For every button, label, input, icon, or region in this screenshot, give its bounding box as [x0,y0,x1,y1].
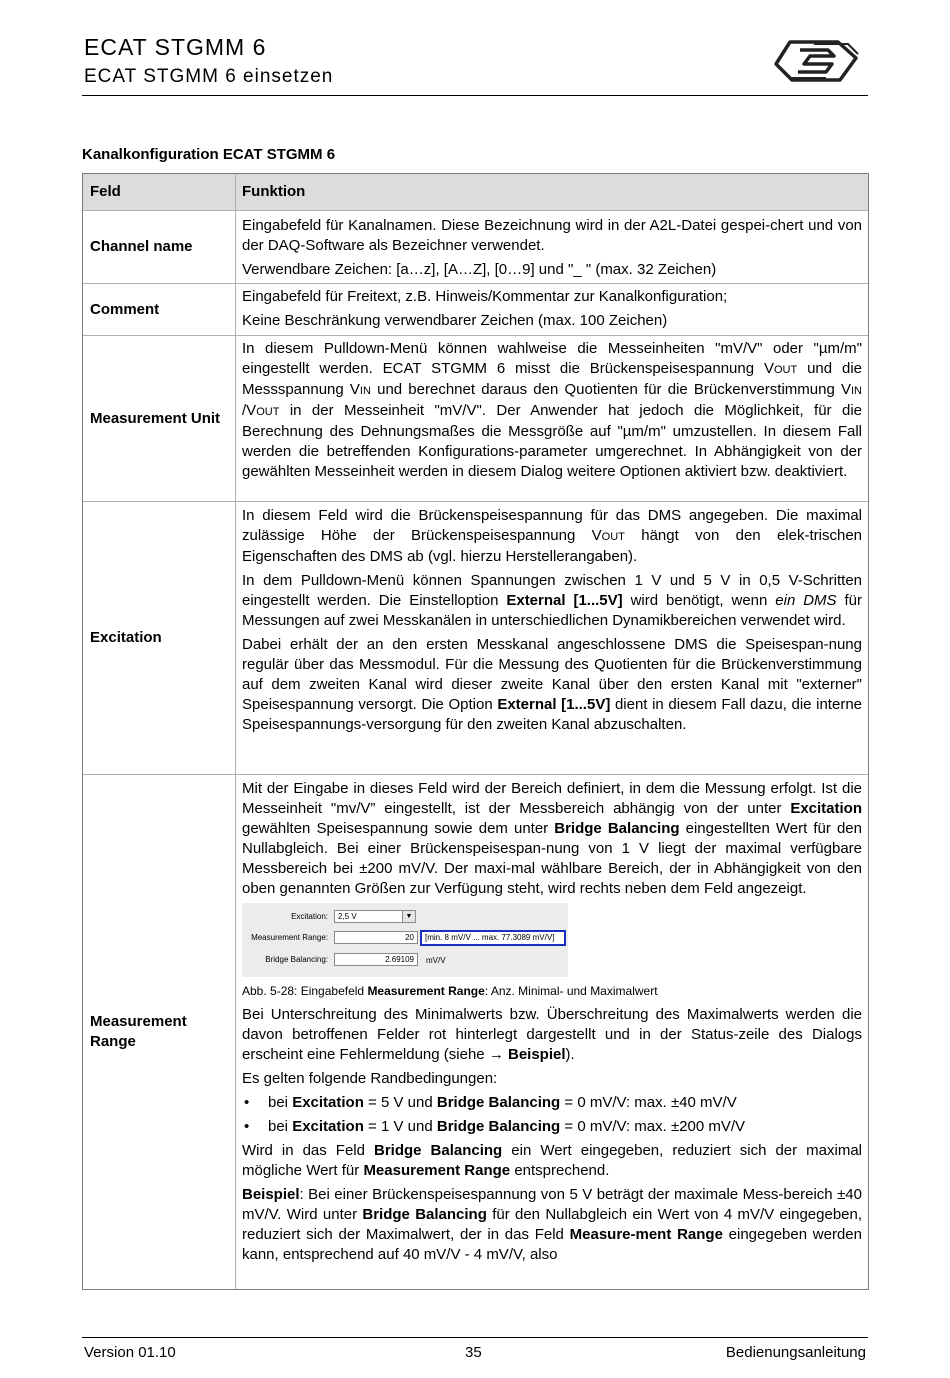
description-text: Wird in das Feld Bridge Balancing ein Wert eingegeben, reduziert sich der maximal mögliche Wert für Measurement Range entsprechend. [242,1142,863,1179]
table-row-channel-name [83,211,868,284]
description-text: Eingabefeld für Kanalnamen. Diese Bezeichnung wird in der A2L-Datei gespei-chert und von der DAQ-Software als Bezeichner verwendet. [242,217,862,254]
list-item: • bei Excitation = 5 V und Bridge Balancing = 0 mV/V: max. ±40 mV/V [244,1094,737,1111]
table-row-measurement-range [83,775,868,1289]
column-header-function: Funktion [242,183,306,200]
field-label: Excitation [83,502,236,774]
field-label: Comment [83,284,236,335]
excitation-select[interactable]: 2,5 V ▼ [334,910,416,923]
description-text: Mit der Eingabe in dieses Feld wird der Bereich definiert, in dem die Messung erfolgt. Ist die Messeinheit "mv/V” eingestellt, ist der Messbereich abhängig von der unter Excitation gewählten Speisespannung sowie dem unter Bridge Balancing eingestellten Wert für den Nullabgleich. Bei einer Brückenspeisespan-nung von 1 V liegt der maximal verfügbare Messbereich bei ±200 mV/V. Der maxi-mal wählbare Bereich, der in Abhängigkeit von den oben genannten Größen zur Verfügung steht, wird rechts neben dem Feld angezeigt. [242,780,862,897]
table-row-excitation [83,502,868,775]
description-text: Verwendbare Zeichen: [a…z], [A…Z], [0…9] und "_ " (max. 32 Zeichen) [242,261,717,278]
bridge-balancing-unit: mV/V [426,956,446,965]
header-title: ECAT STGMM 6 [84,34,267,60]
channel-config-table [82,173,869,1290]
table-row-measurement-unit [83,336,868,502]
header-rule [82,95,868,96]
table-header-row [83,174,868,211]
section-title: Kanalkonfiguration ECAT STGMM 6 [82,146,336,163]
example-link[interactable]: Beispiel [503,1046,566,1063]
table-row-comment [83,284,868,336]
field-label: Channel name [83,211,236,283]
description-text: In dem Pulldown-Menü können Spannungen zwischen 1 V und 5 V in 0,5 V-Schritten eingestellt werden. Die Einstelloption External [1...5V] wird benötigt, wenn ein DMS für Messungen auf zwei Messkanälen in unterschiedlichen Dynamikbereichen verwendet wird. [242,572,862,629]
measurement-range-input[interactable]: 20 [334,931,418,944]
field-description [236,284,868,335]
footer-rule [82,1337,868,1338]
field-description [236,211,868,283]
description-text: Dabei erhält der an den ersten Messkanal angeschlossene DMS die Speisespan-nung regulär über das Messmodul. Für die Messung des Quotienten für die Brückenverstimmung auf dem zweiten Kanal wird dieser zweite Kanal über den ersten Kanal mit "externer" Speisespannung versorgt. Die Option External [1...5V] dient in diesem Fall dazu, die interne Speisespannungs-versorgung für den zweiten Kanal abzuschalten. [242,636,863,733]
column-header-field: Feld [83,174,236,210]
header-subtitle: ECAT STGMM 6 einsetzen [84,66,334,87]
figure-caption: Abb. 5-28: Eingabefeld Measurement Range: Anz. Minimal- und Maximalwert [242,984,658,998]
description-text: Keine Beschränkung verwendbarer Zeichen (max. 100 Zeichen) [242,312,668,329]
footer-document-type: Bedienungsanleitung [725,1344,866,1361]
field-label: Measurement Range [83,775,236,1289]
description-text: In diesem Feld wird die Brückenspeisespannung für das DMS angegeben. Die maximal zulässige Höhe der Brückenspeisespannung VOUT hängt von den elek-trischen Eigenschaften des DMS ab (vgl. hierzu Herstellerangaben). [242,507,862,565]
bridge-balancing-input[interactable]: 2.69109 [334,953,418,966]
field-description [236,775,868,1289]
field-description [236,502,868,774]
bridge-balancing-label: Bridge Balancing: [265,955,328,964]
description-text: Bei Unterschreitung des Minimalwerts bzw. Überschreitung des Maximalwerts werden die davon betroffenen Felder rot hinterlegt dargestellt und in der Status-zeile des Dialogs erscheint eine Fehlermeldung (siehe → Beispiel). [242,1006,862,1063]
field-label: Measurement Unit [83,336,236,501]
arrow-right-icon: → [488,1046,504,1063]
bullet-icon: • [244,1094,250,1111]
bullet-icon: • [244,1118,250,1135]
description-text: Es gelten folgende Randbedingungen: [242,1070,498,1087]
range-label: Measurement Range: [251,933,328,942]
excitation-label: Excitation: [291,912,328,921]
footer-version: Version 01.10 [84,1344,176,1361]
description-text: In diesem Pulldown-Menü können wahlweise die Messeinheiten "mV/V" oder "µm/m" eingestellt werden. ECAT STGMM 6 misst die Brückenspeisespannung VOUT und die Messspannung VIN und berechnet daraus den Quotienten für die Brückenverstimmung VIN /VOUT in der Messeinheit "mV/V". Der Anwender hat jedoch die Möglichkeit, für die Berechnung des Dehnungsmaßes die Messgröße auf "µm/m" umzustellen. In diesem Fall werden die betreffenden Konfigurations-parameter umgerechnet. In Abhängigkeit von der gewählten Messeinheit werden in diesem Dialog weitere Optionen aktiviert bzw. deaktiviert. [242,340,862,480]
page-number: 35 [465,1344,482,1361]
list-item: • bei Excitation = 1 V und Bridge Balancing = 0 mV/V: max. ±200 mV/V [244,1118,746,1135]
description-text: Eingabefeld für Freitext, z.B. Hinweis/Kommentar zur Kanalkonfiguration; [242,288,728,305]
range-info-display: [min. 8 mV/V ... max. 77.3089 mV/V] [420,930,566,946]
chevron-down-icon[interactable]: ▼ [402,911,415,922]
field-description [236,336,868,501]
description-text: Beispiel: Bei einer Brückenspeisespannung von 5 V beträgt der maximale Mess-bereich ±40 mV/V. Wird unter Bridge Balancing für den Nullabgleich ein Wert von 4 mV/V eingegeben, reduziert sich der Maximalwert, der in das Feld Measure-ment Range eingegeben werden kann, entsprechend auf 40 mV/V - 4 mV/V, also [242,1186,863,1263]
measurement-range-dialog-figure [242,903,568,977]
company-logo-icon [770,34,864,88]
